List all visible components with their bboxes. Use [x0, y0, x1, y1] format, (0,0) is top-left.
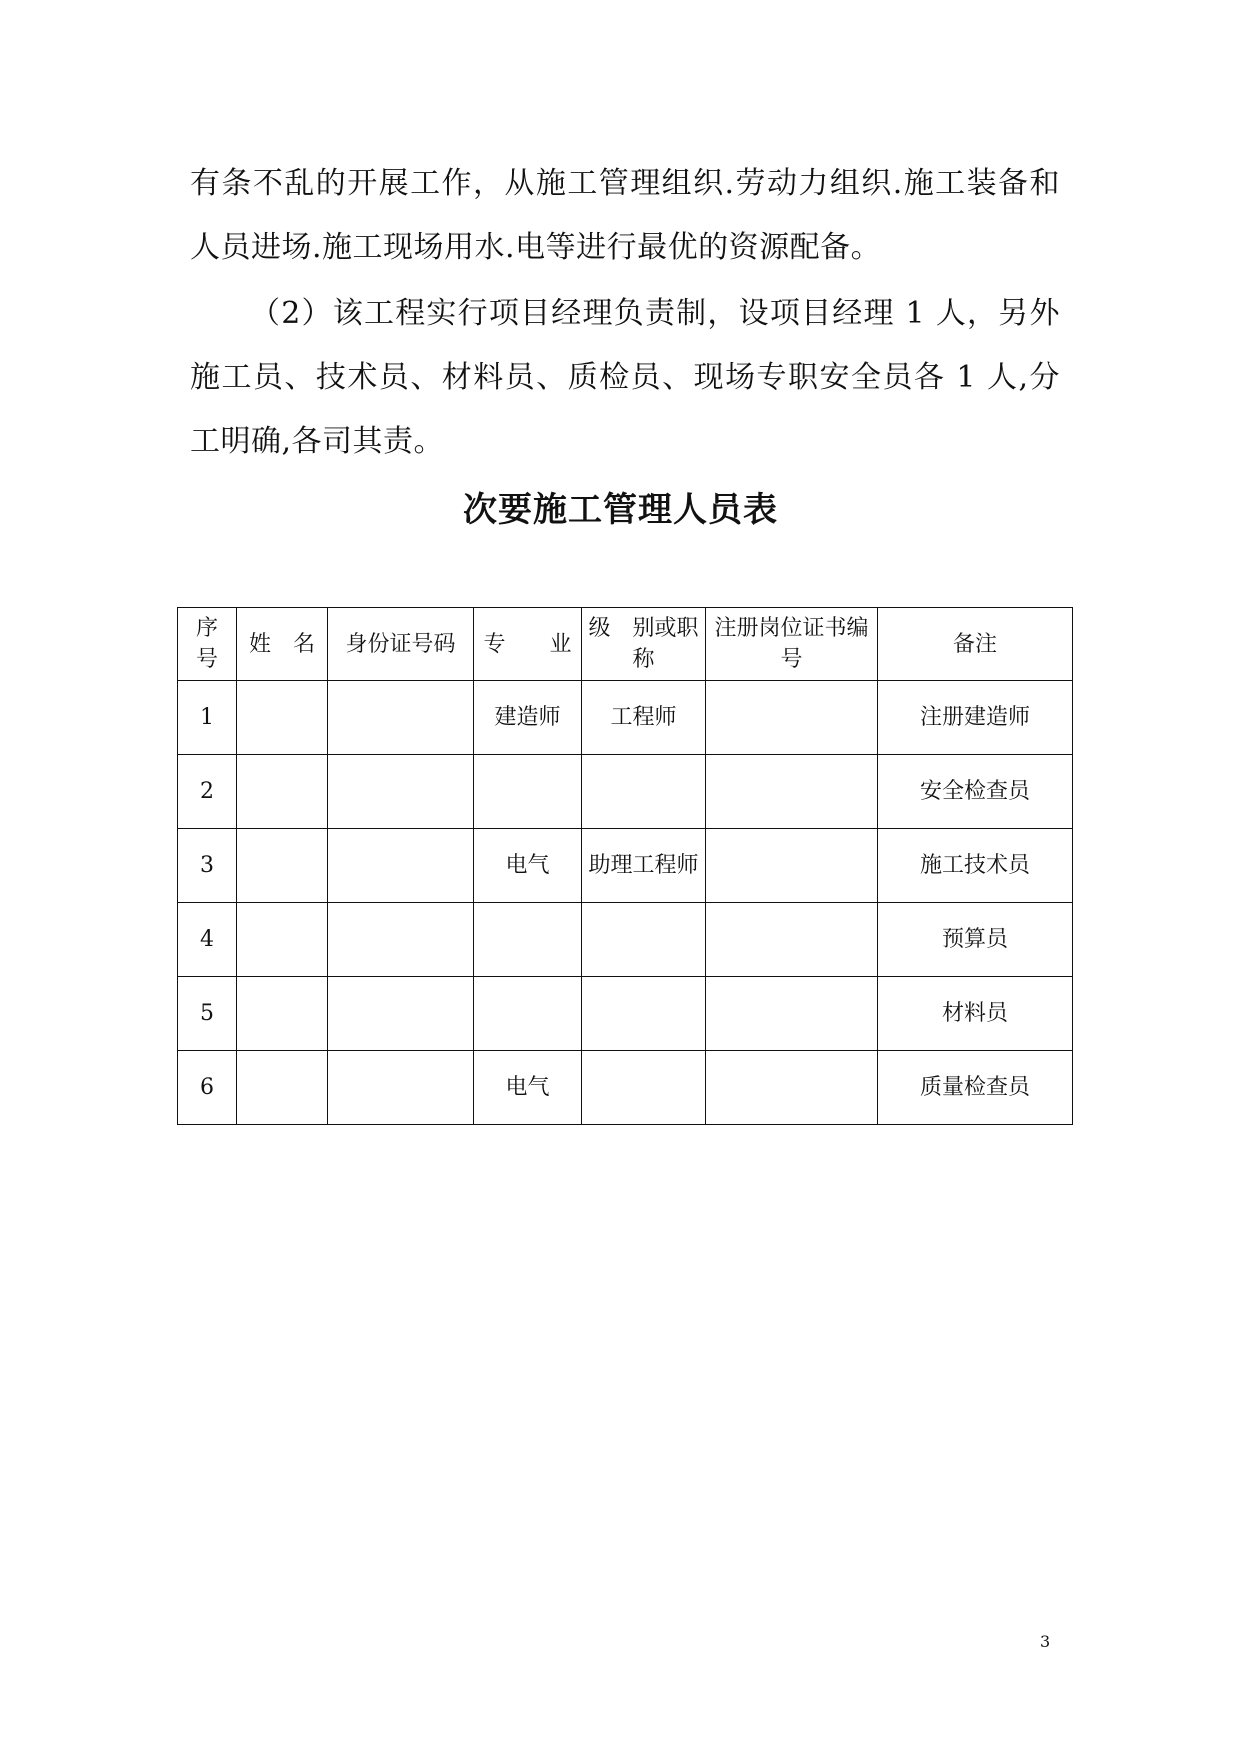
table-row	[178, 755, 1073, 829]
cell-certificate-number	[706, 755, 878, 829]
cell-certificate-number	[706, 829, 878, 903]
header-title-level: 级 别或职称	[582, 608, 706, 681]
cell-id-number	[328, 681, 474, 755]
cell-name	[237, 829, 328, 903]
cell-specialty: 建造师	[474, 681, 582, 755]
staff-table	[177, 607, 1073, 1125]
header-name: 姓 名	[237, 608, 328, 681]
cell-certificate-number	[706, 681, 878, 755]
cell-certificate-number	[706, 903, 878, 977]
cell-name	[237, 1051, 328, 1125]
cell-index: 1	[178, 681, 237, 755]
cell-remarks: 注册建造师	[878, 681, 1073, 755]
cell-remarks: 预算员	[878, 903, 1073, 977]
cell-id-number	[328, 903, 474, 977]
cell-index: 4	[178, 903, 237, 977]
cell-specialty	[474, 977, 582, 1051]
cell-id-number	[328, 1051, 474, 1125]
table-row	[178, 681, 1073, 755]
table-row	[178, 829, 1073, 903]
cell-specialty: 电气	[474, 1051, 582, 1125]
cell-name	[237, 977, 328, 1051]
table-row	[178, 1051, 1073, 1125]
cell-title-level	[582, 755, 706, 829]
header-index: 序号	[178, 608, 237, 681]
cell-remarks: 材料员	[878, 977, 1073, 1051]
cell-title-level: 工程师	[582, 681, 706, 755]
page-number: 3	[1040, 1632, 1051, 1651]
table-row	[178, 977, 1073, 1051]
table-row	[178, 903, 1073, 977]
cell-certificate-number	[706, 1051, 878, 1125]
cell-specialty	[474, 903, 582, 977]
cell-index: 6	[178, 1051, 237, 1125]
cell-id-number	[328, 755, 474, 829]
cell-remarks: 安全检查员	[878, 755, 1073, 829]
table-header-row	[178, 608, 1073, 681]
cell-id-number	[328, 829, 474, 903]
body-paragraph: 有条不乱的开展工作，从施工管理组织.劳动力组织.施工装备和人员进场.施工现场用水.电等进行最优的资源配备。	[190, 166, 1060, 265]
cell-certificate-number	[706, 977, 878, 1051]
cell-specialty	[474, 755, 582, 829]
cell-name	[237, 903, 328, 977]
header-remarks: 备注	[878, 608, 1073, 681]
cell-remarks: 质量检查员	[878, 1051, 1073, 1125]
header-specialty: 专 业	[474, 608, 582, 681]
cell-title-level	[582, 977, 706, 1051]
cell-index: 5	[178, 977, 237, 1051]
cell-name	[237, 755, 328, 829]
header-certificate-number: 注册岗位证书编号	[706, 608, 878, 681]
cell-name	[237, 681, 328, 755]
cell-title-level: 助理工程师	[582, 829, 706, 903]
body-paragraph: （2）该工程实行项目经理负责制，设项目经理 1 人，另外施工员、技术员、材料员、质检员、现场专职安全员各 1 人,分工明确,各司其责。	[190, 296, 1060, 459]
cell-title-level	[582, 1051, 706, 1125]
cell-title-level	[582, 903, 706, 977]
cell-remarks: 施工技术员	[878, 829, 1073, 903]
table-title: 次要施工管理人员表	[463, 490, 778, 530]
cell-index: 2	[178, 755, 237, 829]
cell-id-number	[328, 977, 474, 1051]
header-id-number: 身份证号码	[328, 608, 474, 681]
cell-index: 3	[178, 829, 237, 903]
cell-specialty: 电气	[474, 829, 582, 903]
